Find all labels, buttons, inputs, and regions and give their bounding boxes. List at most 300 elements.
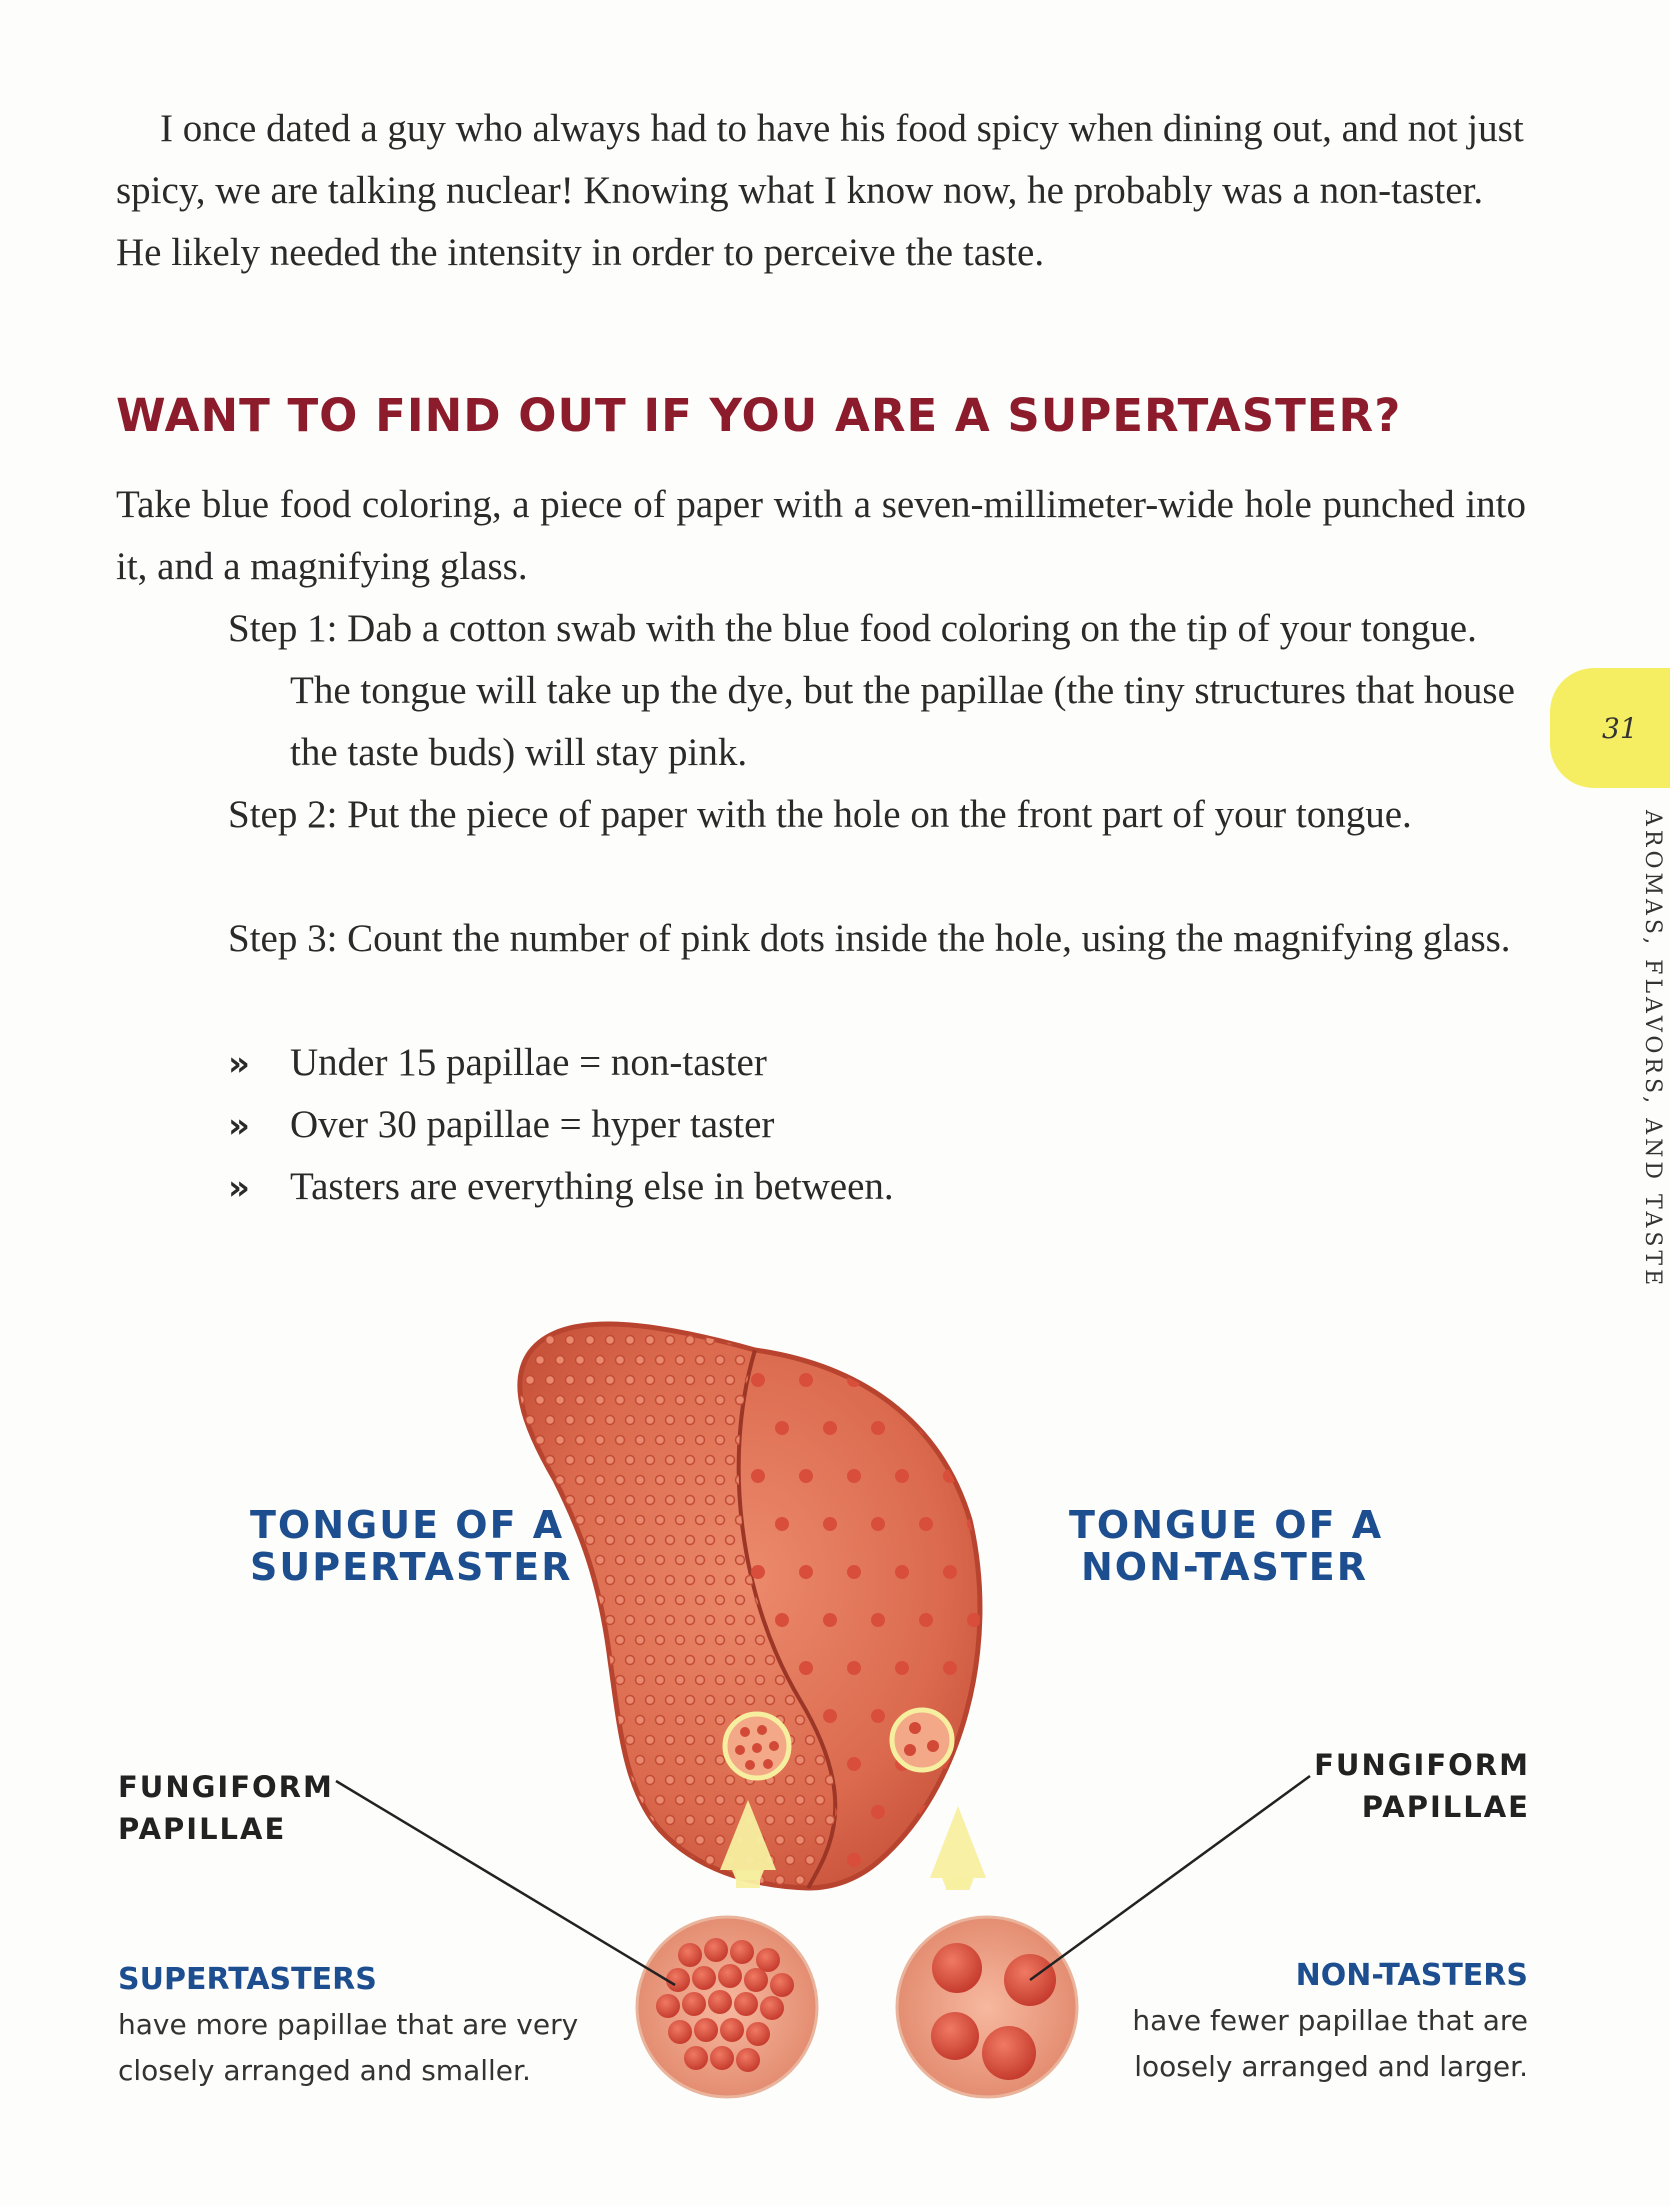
papilla-dot [626,1336,635,1345]
papilla-dot [626,1456,635,1465]
papilla-dot [676,1716,685,1725]
papilla-dot [716,1396,725,1405]
papilla-dot [566,1416,575,1425]
papilla-dot [596,1556,605,1565]
step-1: Step 1: Dab a cotton swab with the blue food coloring on the tip of your tongue. The tongue will take up the dye, but the papillae (the tiny structures that house the taste buds) will stay pink. [228,607,1515,774]
desc-line: have more papillae that are very [118,2008,579,2041]
papilla-dot [526,1816,535,1825]
magnified-papilla [704,1938,728,1962]
papilla-dot [686,1496,695,1505]
papilla-dot [666,1456,675,1465]
papilla-dot [526,1336,535,1345]
papilla-dot [746,1336,755,1345]
papilla-dot [786,1336,795,1345]
papilla-dot [676,1436,685,1445]
papilla-dot [576,1436,585,1445]
papilla-dot [686,1616,695,1625]
papilla-dot [871,1421,885,1435]
papilla-dot [756,1636,765,1645]
papilla-dot [606,1576,615,1585]
papilla-dot [576,1596,585,1605]
papilla-dot [576,1356,585,1365]
papilla-dot [696,1596,705,1605]
label-line: PAPILLAE [1361,1790,1530,1824]
papilla-dot [626,1616,635,1625]
papilla-dot [536,1876,545,1885]
papilla-dot [556,1596,565,1605]
papilla-dot [616,1516,625,1525]
papilla-dot [516,1796,525,1805]
magnified-papilla [736,2048,760,2072]
papilla-dot [895,1565,909,1579]
papilla-dot [516,1676,525,1685]
left-diagram-title [250,1504,572,1588]
papilla-dot [751,1373,765,1387]
papilla-dot [586,1496,595,1505]
papilla-dot [775,1421,789,1435]
papilla-dot [556,1436,565,1445]
papilla-dot [536,1356,545,1365]
papilla-dot [847,1469,861,1483]
bullet-text: Tasters are everything else in between. [290,1165,894,1208]
step-3: Step 3: Count the number of pink dots inside the hole, using the magnifying glass. [228,917,1511,960]
papilla-dot [847,1757,861,1771]
papilla-dot [706,1416,715,1425]
papilla-dot [636,1556,645,1565]
papilla-dot [626,1576,635,1585]
papilla-dot [696,1636,705,1645]
papilla-dot [626,1696,635,1705]
magnified-papilla [710,2046,734,2070]
papilla-dot [686,1656,695,1665]
papilla-dot [596,1636,605,1645]
papilla-dot [586,1376,595,1385]
papilla-dot [616,1756,625,1765]
papilla-dot [646,1856,655,1865]
papilla-dot [656,1676,665,1685]
papilla-dot [716,1676,725,1685]
magnified-papilla [730,1940,754,1964]
papilla-dot [646,1656,655,1665]
papilla-dot [736,1636,745,1645]
papilla-dot [895,1373,909,1387]
papilla-dot [736,1396,745,1405]
papilla-dot [606,1456,615,1465]
papilla-dot [823,1517,837,1531]
papilla-dot [636,1836,645,1845]
papilla-dot [666,1616,675,1625]
papilla-dot [706,1576,715,1585]
page-number: 31 [1602,712,1638,745]
papilla-dot [556,1716,565,1725]
papilla-dot [806,1856,815,1865]
papilla-dot [606,1536,615,1545]
papilla-dot [776,1676,785,1685]
left-papillae-label [118,1766,334,1850]
papilla-dot [616,1436,625,1445]
papilla-dot [656,1396,665,1405]
papilla-dot [656,1716,665,1725]
papilla-dot [847,1661,861,1675]
papilla-dot [646,1536,655,1545]
label-line: FUNGIFORM [1314,1748,1530,1782]
papilla-dot [686,1456,695,1465]
bullet-marker-icon: » [228,1106,250,1146]
papilla-dot [919,1613,933,1627]
papilla-dot [606,1376,615,1385]
papilla-dot [686,1536,695,1545]
papilla-dot [656,1796,665,1805]
papilla-dot [516,1836,525,1845]
papilla-dot [686,1696,695,1705]
papilla-dot [586,1736,595,1745]
papilla-dot [586,1336,595,1345]
papilla-dot [596,1436,605,1445]
papilla-dot [823,1421,837,1435]
papilla-dot [656,1636,665,1645]
papilla-dot [991,1373,1005,1387]
papilla-dot [716,1476,725,1485]
papilla-dot [656,1436,665,1445]
papilla-dot [626,1856,635,1865]
papilla-dot [726,1576,735,1585]
papilla-dot [816,1836,825,1845]
papilla-dot [546,1656,555,1665]
papilla-dot [646,1456,655,1465]
papilla-dot [716,1716,725,1725]
papilla-dot [943,1661,957,1675]
papilla-dot [626,1736,635,1745]
papilla-dot [967,1613,981,1627]
papilla-dot [546,1616,555,1625]
papilla-dot [566,1856,575,1865]
papilla-dot [706,1376,715,1385]
right-diagram-title [1069,1504,1383,1588]
magnified-papilla [744,1968,768,1992]
left-title-line2: SUPERTASTER [250,1545,573,1589]
papilla-dot [716,1596,725,1605]
papilla-dot [626,1376,635,1385]
papilla-dot [546,1696,555,1705]
papilla-dot [706,1536,715,1545]
papilla-dot [676,1636,685,1645]
papilla-dot [776,1796,785,1805]
papilla-dot [799,1469,813,1483]
papilla-dot [706,1456,715,1465]
papilla-dot [516,1636,525,1645]
papilla-dot [596,1836,605,1845]
papilla-dot [606,1776,615,1785]
papilla-dot [991,1469,1005,1483]
papilla-dot [666,1856,675,1865]
papilla-dot [696,1516,705,1525]
papilla-dot [847,1853,861,1867]
papilla-dot [919,1517,933,1531]
papilla-dot [806,1776,815,1785]
papilla-dot [706,1816,715,1825]
papilla-dot [596,1676,605,1685]
papilla-dot [696,1836,705,1845]
papilla-dot [676,1876,685,1885]
papilla-dot [576,1716,585,1725]
papilla-dot [596,1876,605,1885]
papilla-dot [616,1676,625,1685]
papilla-dot [686,1576,695,1585]
papilla-dot [823,1709,837,1723]
papilla-dot [556,1396,565,1405]
papilla-dot [726,1376,735,1385]
papilla-dot [823,1613,837,1627]
papilla-dot [516,1436,525,1445]
papilla-dot [596,1796,605,1805]
papilla-dot [576,1876,585,1885]
papilla-dot [686,1336,695,1345]
papilla-dot [636,1596,645,1605]
papilla-dot [816,1796,825,1805]
papilla-dot [716,1876,725,1885]
papilla-dot [895,1469,909,1483]
papilla-dot [526,1696,535,1705]
papilla-dot [586,1456,595,1465]
papilla-dot [636,1756,645,1765]
magnified-papilla [684,2046,708,2070]
papilla-dot [596,1476,605,1485]
papilla-dot [656,1356,665,1365]
papilla-dot [775,1613,789,1627]
papilla-dot [546,1376,555,1385]
papilla-dot [646,1616,655,1625]
bullet-marker-icon: » [228,1044,250,1084]
papilla-dot [626,1536,635,1545]
papilla-dot [726,1536,735,1545]
papilla-dot [716,1556,725,1565]
papilla-dot [536,1796,545,1805]
magnified-papilla [666,1968,690,1992]
papilla-dot [656,1556,665,1565]
papilla-dot [676,1516,685,1525]
papilla-dot [826,1816,835,1825]
papilla-dot [546,1456,555,1465]
papilla-dot [646,1736,655,1745]
papilla-dot [616,1876,625,1885]
left-title-line1: TONGUE OF A [250,1503,565,1547]
magnified-papilla [756,1948,780,1972]
papilla-dot [616,1596,625,1605]
papilla-dot [716,1436,725,1445]
papilla-dot [686,1736,695,1745]
papilla-dot [736,1796,745,1805]
papilla-dot [556,1636,565,1645]
papilla-dot [586,1416,595,1425]
papilla-dot [776,1876,785,1885]
papilla-dot [576,1396,585,1405]
papilla-dot [566,1656,575,1665]
papilla-dot [606,1336,615,1345]
arrow-up-right-icon [930,1806,986,1888]
papilla-dot [726,1496,735,1505]
papilla-dot [616,1356,625,1365]
magnified-papilla [760,1996,784,2020]
papilla-dot [696,1476,705,1485]
papilla-dot [676,1396,685,1405]
papilla-dot [786,1696,795,1705]
supertasters-title: SUPERTASTERS [118,1962,377,1997]
papilla-dot [799,1661,813,1675]
papilla-dot [991,1661,1005,1675]
papilla-dot [746,1616,755,1625]
papilla-dot [666,1496,675,1505]
papilla-dot [516,1596,525,1605]
papilla-dot [706,1696,715,1705]
papilla-dot [526,1616,535,1625]
magnified-papilla [708,1990,732,2014]
desc-line: closely arranged and smaller. [118,2054,531,2087]
papilla-dot [596,1356,605,1365]
papilla-dot [726,1696,735,1705]
papilla-dot [666,1736,675,1745]
papilla-dot [686,1416,695,1425]
papilla-dot [656,1596,665,1605]
papilla-dot [546,1856,555,1865]
papilla-dot [871,1613,885,1627]
papilla-dot [536,1676,545,1685]
papilla-dot [676,1356,685,1365]
right-papillae-label [1300,1744,1530,1828]
papilla-dot [566,1736,575,1745]
papilla-dot [556,1356,565,1365]
magnified-papilla [734,1992,758,2016]
papilla-dot [726,1656,735,1665]
papilla-dot [576,1676,585,1685]
papilla-dot [716,1796,725,1805]
papilla-dot [806,1816,815,1825]
label-line: PAPILLAE [118,1812,287,1846]
papilla-dot [686,1776,695,1785]
papilla-dot [616,1556,625,1565]
papilla-dot [696,1436,705,1445]
papilla-dot [656,1516,665,1525]
papilla-dot [646,1416,655,1425]
desc-line: loosely arranged and larger. [1134,2050,1528,2083]
papilla-dot [666,1576,675,1585]
papilla-dot [676,1556,685,1565]
papilla-dot [566,1376,575,1385]
papilla-dot [706,1776,715,1785]
papilla-dot [826,1336,835,1345]
papilla-dot [536,1836,545,1845]
papilla-dot [756,1796,765,1805]
papilla-dot [716,1356,725,1365]
magnified-papilla [746,2022,770,2046]
papilla-dot [666,1416,675,1425]
papilla-dot [736,1356,745,1365]
lead-paragraph: Take blue food coloring, a piece of paper with a seven-millimeter-wide hole punched into it, and a magnifying glass. [116,483,1526,588]
nontasters-title: NON-TASTERS [1295,1958,1528,1993]
bullet-marker-icon: » [228,1168,250,1208]
papilla-dot [556,1476,565,1485]
papilla-dot [616,1636,625,1645]
papilla-dot [775,1517,789,1531]
running-head: AROMAS, FLAVORS, AND TASTE [1640,810,1665,1290]
papilla-dot [606,1496,615,1505]
papilla-dot [895,1661,909,1675]
papilla-dot [706,1616,715,1625]
papilla-dot [606,1816,615,1825]
papilla-dot [796,1876,805,1885]
papilla-dot [706,1496,715,1505]
papilla-dot [616,1796,625,1805]
papilla-dot [696,1396,705,1405]
papilla-dot [686,1376,695,1385]
papilla-dot [696,1796,705,1805]
magnified-papilla [682,1992,706,2016]
papilla-dot [806,1336,815,1345]
papilla-dot [796,1836,805,1845]
papilla-dot [676,1756,685,1765]
papilla-dot [991,1565,1005,1579]
papilla-dot [576,1836,585,1845]
papilla-dot [847,1565,861,1579]
papilla-dot [656,1876,665,1885]
papilla-dot [796,1756,805,1765]
papilla-dot [696,1756,705,1765]
sample-circle-nontaster [892,1710,952,1770]
papilla-dot [626,1656,635,1665]
papilla-dot [646,1776,655,1785]
papilla-dot [636,1676,645,1685]
papilla-dot [967,1421,981,1435]
papilla-dot [871,1805,885,1819]
papilla-dot [556,1756,565,1765]
papilla-dot [546,1736,555,1745]
papilla-dot [576,1516,585,1525]
papilla-dot [536,1596,545,1605]
papilla-dot [666,1376,675,1385]
papilla-dot [596,1396,605,1405]
papilla-dot [871,1517,885,1531]
papilla-dot [991,1757,1005,1771]
papilla-dot [536,1636,545,1645]
papilla-dot [526,1656,535,1665]
papilla-dot [676,1836,685,1845]
papilla-dot [656,1476,665,1485]
papilla-dot [556,1876,565,1885]
papilla-dot [706,1856,715,1865]
papilla-dot [636,1716,645,1725]
papilla-dot [786,1856,795,1865]
papilla-dot [796,1716,805,1725]
papilla-dot [536,1476,545,1485]
papilla-dot [766,1816,775,1825]
tongue-shape [520,1324,980,1888]
papilla-dot [566,1616,575,1625]
papilla-dot [686,1816,695,1825]
papilla-dot [666,1776,675,1785]
papilla-dot [726,1456,735,1465]
nontasters-description [1090,1998,1528,2090]
papilla-dot [895,1853,909,1867]
magnified-papilla [678,1943,702,1967]
papilla-dot [943,1565,957,1579]
papilla-dot [616,1836,625,1845]
papilla-dot [799,1373,813,1387]
papilla-dot [556,1836,565,1845]
papilla-dot [526,1456,535,1465]
papilla-dot [676,1476,685,1485]
magnified-papilla [718,1964,742,1988]
papilla-dot [536,1396,545,1405]
papilla-dot [766,1656,775,1665]
